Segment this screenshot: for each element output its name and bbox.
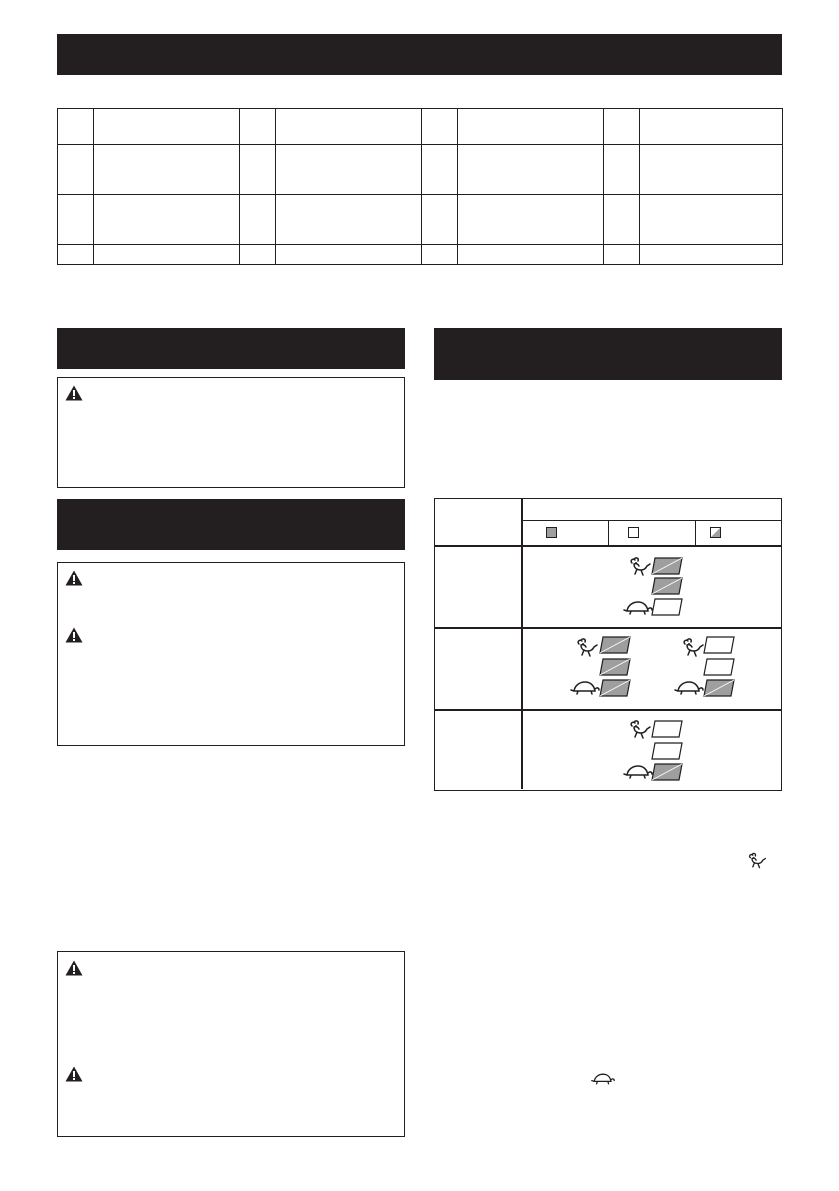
- parts-cell: [94, 245, 240, 265]
- table-divider: [608, 521, 609, 545]
- table-divider: [522, 520, 781, 521]
- lamp-on: [600, 659, 630, 675]
- lamp-on-icon: [546, 527, 557, 538]
- warning-icon: [65, 960, 83, 976]
- header-bar: [57, 34, 782, 75]
- parts-table: [57, 108, 783, 265]
- parts-cell: [276, 109, 422, 145]
- parts-cell: [458, 245, 604, 265]
- rabbit-icon: [578, 639, 597, 656]
- parts-cell: [94, 109, 240, 145]
- section-title-bar: [434, 328, 782, 380]
- lamp-off-icon: [628, 527, 639, 538]
- turtle-icon: [571, 682, 599, 694]
- parts-cell: [276, 145, 422, 195]
- parts-cell: [458, 109, 604, 145]
- parts-cell: [276, 195, 422, 245]
- parts-cell: [58, 245, 94, 265]
- parts-cell: [240, 195, 276, 245]
- parts-cell: [240, 245, 276, 265]
- parts-cell: [240, 109, 276, 145]
- lamp-on: [600, 680, 630, 696]
- rabbit-icon: [684, 639, 703, 656]
- warning-icon: [65, 627, 83, 643]
- lamp-on: [652, 558, 682, 574]
- speed-indicator-table: [434, 498, 782, 791]
- parts-cell: [58, 109, 94, 145]
- parts-cell: [640, 109, 783, 145]
- lamp-on: [652, 764, 682, 780]
- warning-box: [57, 562, 405, 746]
- lamp-on: [600, 637, 630, 653]
- parts-cell: [94, 195, 240, 245]
- table-divider: [695, 521, 696, 545]
- turtle-icon: [624, 766, 652, 778]
- lamp-off: [704, 637, 734, 653]
- lamp-blinking-icon: [710, 527, 721, 538]
- warning-box: [57, 377, 405, 488]
- parts-cell: [604, 109, 640, 145]
- lamp-off: [652, 721, 682, 737]
- parts-cell: [458, 195, 604, 245]
- parts-cell: [640, 245, 783, 265]
- turtle-icon: [675, 682, 703, 694]
- parts-cell: [422, 245, 458, 265]
- turtle-icon: [624, 602, 652, 614]
- parts-cell: [58, 195, 94, 245]
- parts-cell: [422, 145, 458, 195]
- parts-cell: [640, 145, 783, 195]
- lamp-on: [704, 680, 734, 696]
- parts-cell: [604, 195, 640, 245]
- parts-cell: [604, 145, 640, 195]
- speed-lamp-diagram: [522, 547, 781, 789]
- turtle-icon: [591, 1072, 615, 1086]
- parts-cell: [94, 145, 240, 195]
- lamp-off: [704, 659, 734, 675]
- parts-cell: [604, 245, 640, 265]
- parts-cell: [458, 145, 604, 195]
- parts-cell: [276, 245, 422, 265]
- section-title-bar: [57, 499, 405, 550]
- lamp-off: [652, 599, 682, 615]
- rabbit-icon: [631, 721, 650, 738]
- parts-cell: [240, 145, 276, 195]
- lamp-off: [652, 743, 682, 759]
- lamp-on: [652, 578, 682, 594]
- parts-cell: [422, 195, 458, 245]
- rabbit-icon: [747, 851, 767, 871]
- parts-cell: [422, 109, 458, 145]
- section-title-bar: [57, 328, 405, 369]
- parts-cell: [58, 145, 94, 195]
- rabbit-icon: [631, 558, 650, 575]
- warning-box: [57, 951, 405, 1137]
- parts-cell: [640, 195, 783, 245]
- warning-icon: [65, 570, 83, 586]
- warning-icon: [65, 1066, 83, 1082]
- warning-icon: [65, 385, 83, 401]
